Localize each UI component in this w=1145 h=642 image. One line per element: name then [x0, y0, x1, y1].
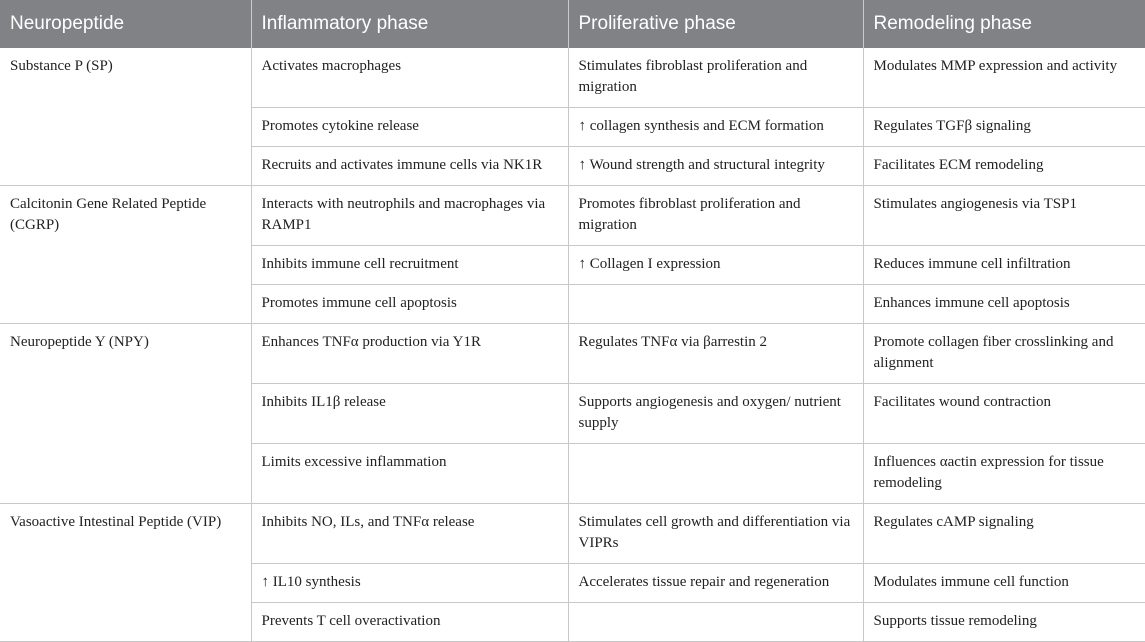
proliferative-cell: Regulates TNFα via βarrestin 2	[568, 324, 863, 384]
remodeling-cell: Facilitates wound contraction	[863, 384, 1145, 444]
proliferative-cell: Stimulates fibroblast proliferation and migration	[568, 48, 863, 108]
inflammatory-cell: Interacts with neutrophils and macrophages via RAMP1	[251, 186, 568, 246]
neuropeptide-name: Vasoactive Intestinal Peptide (VIP)	[0, 504, 251, 642]
neuropeptide-name: Neuropeptide Y (NPY)	[0, 324, 251, 504]
inflammatory-cell: Promotes cytokine release	[251, 108, 568, 147]
remodeling-cell: Modulates MMP expression and activity	[863, 48, 1145, 108]
remodeling-cell: Stimulates angiogenesis via TSP1	[863, 186, 1145, 246]
remodeling-cell: Facilitates ECM remodeling	[863, 147, 1145, 186]
remodeling-cell: Modulates immune cell function	[863, 564, 1145, 603]
proliferative-cell	[568, 603, 863, 642]
inflammatory-cell: ↑ IL10 synthesis	[251, 564, 568, 603]
table-row	[0, 186, 1145, 246]
header-row	[0, 0, 1145, 48]
proliferative-cell: ↑ Collagen I expression	[568, 246, 863, 285]
proliferative-cell: ↑ Wound strength and structural integrity	[568, 147, 863, 186]
inflammatory-cell: Promotes immune cell apoptosis	[251, 285, 568, 324]
remodeling-cell: Regulates cAMP signaling	[863, 504, 1145, 564]
header-neuropeptide: Neuropeptide	[0, 0, 251, 48]
header-proliferative-phase: Proliferative phase	[568, 0, 863, 48]
remodeling-cell: Regulates TGFβ signaling	[863, 108, 1145, 147]
inflammatory-cell: Activates macrophages	[251, 48, 568, 108]
inflammatory-cell: Inhibits IL1β release	[251, 384, 568, 444]
proliferative-cell: Stimulates cell growth and differentiation via VIPRs	[568, 504, 863, 564]
inflammatory-cell: Prevents T cell overactivation	[251, 603, 568, 642]
table-row	[0, 48, 1145, 108]
inflammatory-cell: Recruits and activates immune cells via NK1R	[251, 147, 568, 186]
proliferative-cell: Promotes fibroblast proliferation and migration	[568, 186, 863, 246]
neuropeptide-name: Substance P (SP)	[0, 48, 251, 186]
table-row	[0, 324, 1145, 384]
remodeling-cell: Influences αactin expression for tissue remodeling	[863, 444, 1145, 504]
remodeling-cell: Supports tissue remodeling	[863, 603, 1145, 642]
remodeling-cell: Reduces immune cell infiltration	[863, 246, 1145, 285]
header-remodeling-phase: Remodeling phase	[863, 0, 1145, 48]
table-row	[0, 504, 1145, 564]
proliferative-cell	[568, 285, 863, 324]
remodeling-cell: Enhances immune cell apoptosis	[863, 285, 1145, 324]
proliferative-cell: Supports angiogenesis and oxygen/ nutrient supply	[568, 384, 863, 444]
header-inflammatory-phase: Inflammatory phase	[251, 0, 568, 48]
proliferative-cell	[568, 444, 863, 504]
proliferative-cell: ↑ collagen synthesis and ECM formation	[568, 108, 863, 147]
inflammatory-cell: Limits excessive inflammation	[251, 444, 568, 504]
remodeling-cell: Promote collagen fiber crosslinking and alignment	[863, 324, 1145, 384]
neuropeptide-name: Calcitonin Gene Related Peptide (CGRP)	[0, 186, 251, 324]
inflammatory-cell: Inhibits NO, ILs, and TNFα release	[251, 504, 568, 564]
proliferative-cell: Accelerates tissue repair and regeneration	[568, 564, 863, 603]
inflammatory-cell: Enhances TNFα production via Y1R	[251, 324, 568, 384]
inflammatory-cell: Inhibits immune cell recruitment	[251, 246, 568, 285]
